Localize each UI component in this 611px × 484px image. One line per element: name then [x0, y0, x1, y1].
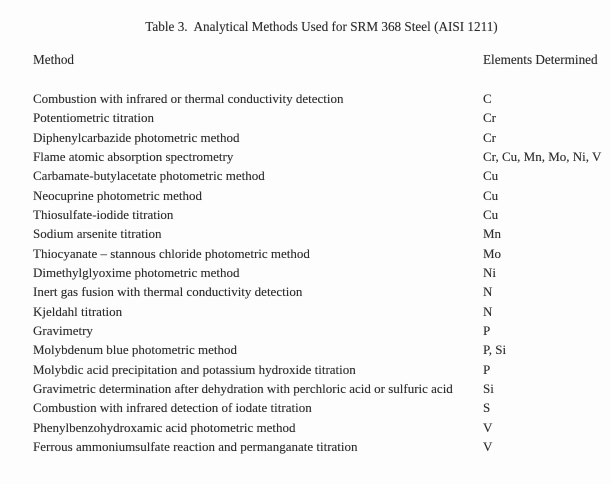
table-row	[33, 379, 611, 398]
elements-cell: Mo	[483, 245, 502, 261]
method-cell: Gravimetric determination after dehydration with perchloric acid or sulfuric acid	[33, 380, 453, 396]
table-row	[33, 263, 611, 282]
elements-cell: P	[483, 322, 491, 338]
table-row	[33, 398, 611, 417]
elements-cell: C	[483, 91, 492, 106]
method-cell: Thiocyanate – stannous chloride photometric method	[33, 245, 310, 261]
method-cell: Dimethylglyoxime photometric method	[33, 264, 240, 280]
column-header-elements: Elements Determined	[483, 52, 598, 67]
elements-cell: Cr, Cu, Mn, Mo, Ni, V	[483, 148, 602, 164]
method-cell: Phenylbenzohydroxamic acid photometric method	[33, 419, 296, 435]
table-row	[33, 128, 611, 147]
method-cell: Inert gas fusion with thermal conductivity detection	[33, 284, 303, 300]
method-cell: Gravimetry	[33, 322, 93, 338]
table-row	[33, 166, 611, 185]
method-cell: Ferrous ammoniumsulfate reaction and permanganate titration	[33, 438, 358, 454]
elements-cell: Cu	[483, 206, 499, 222]
elements-cell: Si	[483, 380, 494, 396]
table-row	[33, 418, 611, 437]
table-row	[33, 302, 611, 321]
method-cell: Potentiometric titration	[33, 110, 154, 126]
elements-cell: Cu	[483, 168, 499, 184]
method-cell: Sodium arsenite titration	[33, 226, 162, 242]
elements-cell: Cu	[483, 187, 499, 203]
column-header-method: Method	[33, 52, 75, 67]
table-row	[33, 186, 611, 205]
table-row	[33, 437, 611, 456]
table-rows	[33, 89, 611, 456]
method-cell: Flame atomic absorption spectrometry	[33, 148, 234, 164]
table-row	[33, 224, 611, 243]
method-cell: Diphenylcarbazide photometric method	[33, 129, 240, 145]
table-title: Table 3. Analytical Methods Used for SRM 368 Steel (AISI 1211)	[145, 19, 498, 34]
table-row	[33, 108, 611, 127]
table-row	[33, 205, 611, 224]
elements-cell: Cr	[483, 129, 496, 145]
elements-cell: P	[483, 361, 491, 377]
table-row	[33, 147, 611, 166]
elements-cell: V	[483, 419, 493, 435]
table-header	[33, 50, 611, 69]
table-row	[33, 321, 611, 340]
elements-cell: Ni	[483, 264, 496, 280]
method-cell: Molybdenum blue photometric method	[33, 342, 237, 358]
elements-cell: Mn	[483, 226, 502, 242]
elements-cell: Cr	[483, 110, 496, 126]
elements-cell: N	[483, 303, 493, 319]
method-cell: Kjeldahl titration	[33, 303, 123, 319]
table-row	[33, 360, 611, 379]
elements-cell: N	[483, 284, 493, 300]
method-cell: Thiosulfate-iodide titration	[33, 206, 174, 222]
elements-cell: S	[483, 400, 491, 416]
table-row	[33, 89, 611, 108]
method-cell: Combustion with infrared or thermal conductivity detection	[33, 91, 344, 106]
method-cell: Carbamate-butylacetate photometric method	[33, 168, 265, 184]
table-row	[33, 340, 611, 359]
elements-cell: V	[483, 438, 493, 454]
method-cell: Neocuprine photometric method	[33, 187, 202, 203]
elements-cell: P, Si	[483, 342, 507, 358]
table-row	[33, 244, 611, 263]
method-cell: Combustion with infrared detection of iodate titration	[33, 400, 312, 416]
method-cell: Molybdic acid precipitation and potassium hydroxide titration	[33, 361, 356, 377]
table-row	[33, 282, 611, 301]
